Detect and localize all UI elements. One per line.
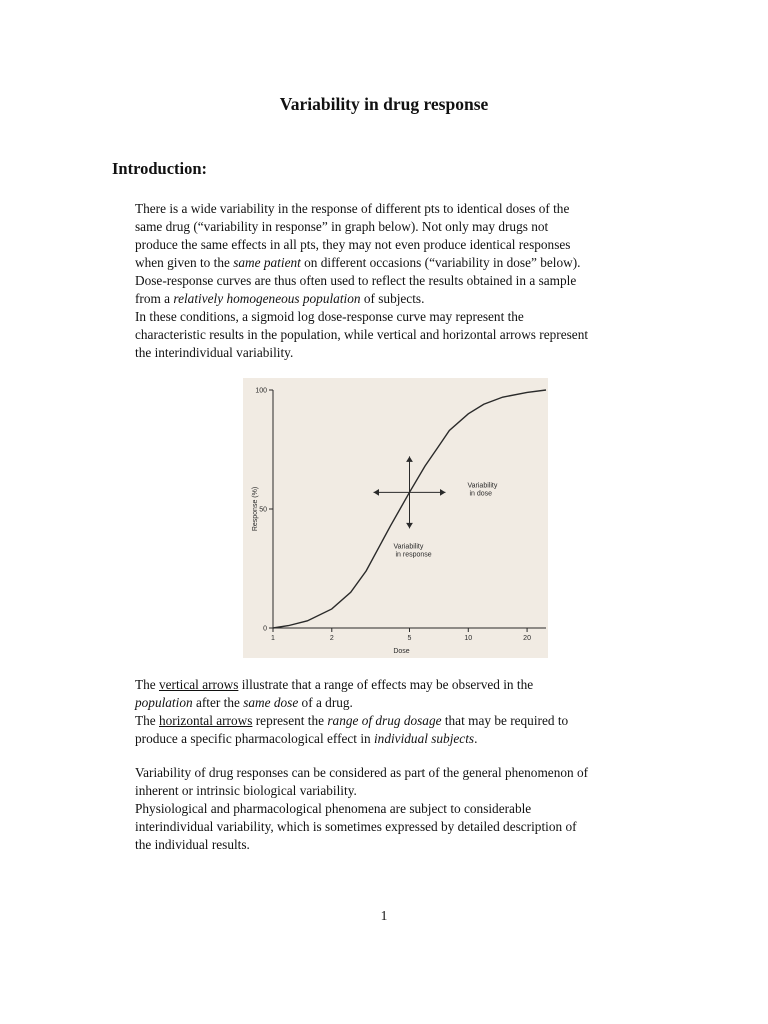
text-line: the interindividual variability.: [135, 345, 294, 360]
dose-response-chart: [243, 378, 548, 658]
text-line: the individual results.: [135, 837, 250, 852]
text-run: after the: [192, 695, 244, 710]
intro-paragraph: [135, 200, 655, 362]
arrowhead-up: [406, 456, 413, 462]
text-line: [135, 254, 655, 272]
emphasis-same-patient: same patient: [233, 255, 301, 270]
text-line: Physiological and pharmacological phenomena are subject to considerable: [135, 801, 532, 816]
annotation-line: Variability: [467, 482, 498, 490]
x-tick-label: 1: [271, 635, 275, 642]
text-line: [135, 290, 655, 308]
variability-arrows: [374, 456, 446, 528]
text-line: characteristic results in the population, while vertical and horizontal arrows represent: [135, 327, 589, 342]
x-tick-label: 2: [329, 635, 334, 642]
text-line: [135, 694, 655, 712]
emphasis-same-dose: same dose: [243, 695, 299, 710]
text-run: when given to the: [135, 255, 234, 270]
text-run: The: [135, 713, 159, 728]
text-line: inherent or intrinsic biological variability.: [135, 783, 357, 798]
emphasis-range-of-drug-dosage: range of drug dosage: [327, 713, 442, 728]
text-line: [135, 676, 655, 694]
text-run: produce a specific pharmacological effect in: [135, 731, 374, 746]
annotation-variability-in-dose: [468, 482, 500, 497]
text-line: Variability of drug responses can be considered as part of the general phenomenon of: [135, 765, 589, 780]
x-tick-label: 5: [407, 635, 412, 642]
y-tick-label: 100: [255, 387, 267, 395]
text-line: Dose-response curves are thus often used to reflect the results obtained in a sample: [135, 273, 577, 288]
text-line: There is a wide variability in the response of different pts to identical doses of the: [135, 201, 570, 216]
text-run: illustrate that a range of effects may be observed in the: [238, 677, 534, 692]
closing-paragraph: [135, 764, 655, 854]
text-line: In these conditions, a sigmoid log dose-response curve may represent the: [135, 309, 524, 324]
x-tick-label: 20: [523, 635, 531, 642]
text-line: [135, 712, 655, 730]
text-run: from a: [135, 291, 174, 306]
annotation-line: Variability: [393, 543, 424, 551]
dose-response-chart-svg: [243, 378, 548, 658]
arrowhead-right: [440, 489, 446, 496]
arrowhead-down: [406, 523, 413, 529]
annotation-line: in response: [395, 551, 432, 559]
text-run: The: [135, 677, 159, 692]
section-heading-introduction: Introduction:: [112, 159, 208, 178]
underline-vertical-arrows: vertical arrows: [159, 677, 239, 692]
x-tick-label: 10: [464, 635, 473, 642]
underline-horizontal-arrows: horizontal arrows: [159, 713, 253, 728]
text-line: same drug (“variability in response” in graph below). Not only may drugs not: [135, 219, 549, 234]
arrowhead-left: [374, 489, 380, 496]
x-ticks: [271, 628, 531, 642]
y-axis-label: Response (%): [252, 486, 259, 532]
text-run: that may be required to: [441, 713, 569, 728]
text-run: on different occasions (“variability in dose” below).: [300, 255, 581, 270]
text-line: produce the same effects in all pts, they may not even produce identical responses: [135, 237, 571, 252]
arrows-paragraph: [135, 676, 655, 748]
text-line: interindividual variability, which is sometimes expressed by detailed description of: [135, 819, 577, 834]
annotation-variability-in-response: [394, 543, 432, 558]
x-axis-label: Dose: [393, 648, 410, 655]
text-run: of a drug.: [298, 695, 353, 710]
text-run: of subjects.: [360, 291, 425, 306]
emphasis-homogeneous-population: relatively homogeneous population: [173, 291, 361, 306]
y-tick-label: 0: [263, 625, 267, 633]
text-run: .: [474, 731, 478, 746]
y-tick-label: 50: [259, 506, 267, 514]
document-title: Variability in drug response: [279, 94, 489, 114]
emphasis-individual-subjects: individual subjects: [373, 731, 475, 746]
text-line: [135, 730, 655, 748]
text-run: represent the: [252, 713, 328, 728]
annotation-line: in dose: [469, 490, 493, 498]
page-number: 1: [380, 908, 388, 923]
emphasis-population: population: [135, 695, 193, 710]
